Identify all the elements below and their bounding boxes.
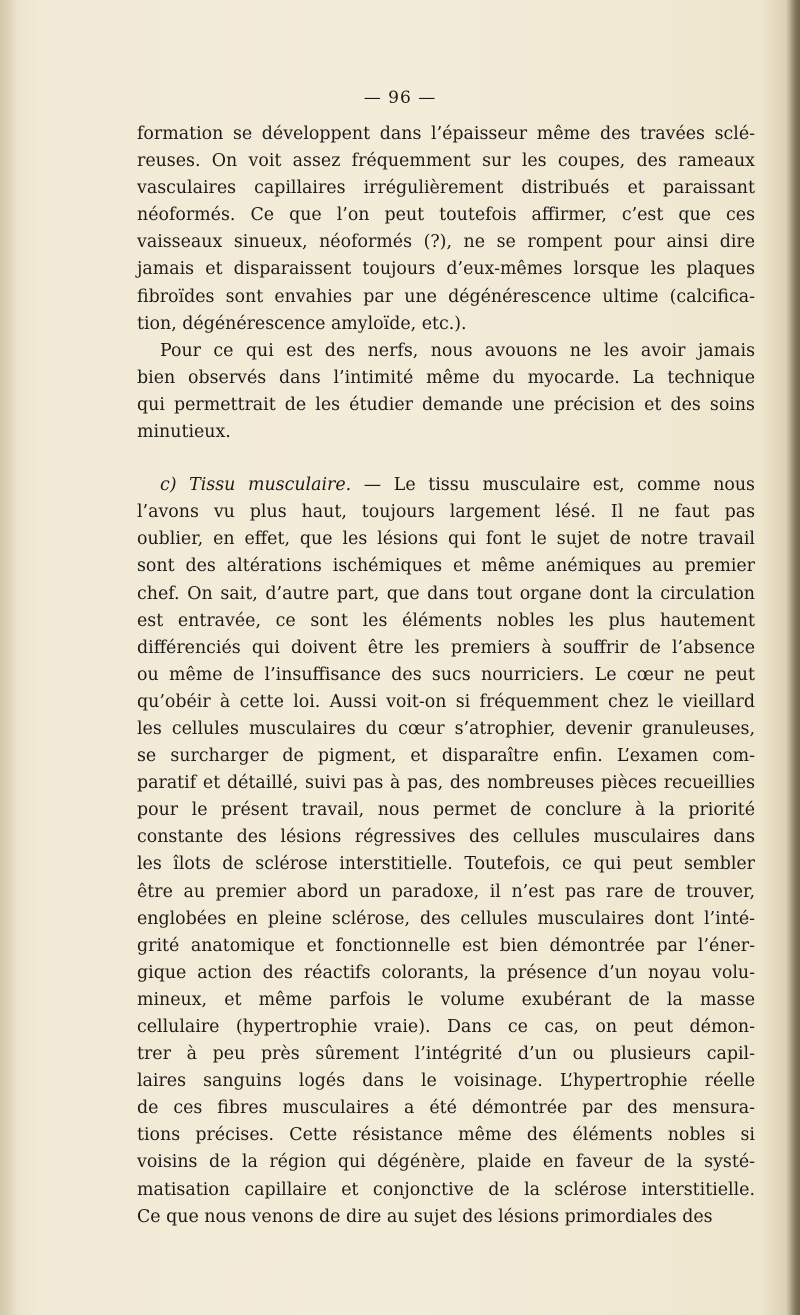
text-line: reuses. On voit assez fréquemment sur les coupes, des rameaux xyxy=(137,151,755,172)
text-line: pour le présent travail, nous permet de conclure à la priorité xyxy=(137,800,755,821)
page-number: — 96 — xyxy=(363,88,437,108)
section-label: c) Tissu musculaire. xyxy=(160,475,352,496)
text-line: mineux, et même parfois le volume exubérant de la masse xyxy=(137,989,755,1010)
text-line-rest: — Le tissu musculaire est, comme nous xyxy=(363,475,755,496)
text-line: sont des altérations ischémiques et même anémiques au premier xyxy=(137,556,755,577)
text-line: gique action des réactifs colorants, la présence d’un noyau volu- xyxy=(137,962,755,983)
text-line: vaisseaux sinueux, néoformés (?), ne se rompent pour ainsi dire xyxy=(137,232,755,253)
paragraph-vessels xyxy=(137,121,755,338)
text-line: englobées en pleine sclérose, des cellules musculaires dont l’inté- xyxy=(137,908,755,929)
text-line: oublier, en effet, que les lésions qui font le sujet de notre travail xyxy=(137,529,755,550)
text-line: l’avons vu plus haut, toujours largement lésé. Il ne faut pas xyxy=(137,502,755,523)
paragraph-nerves xyxy=(137,338,755,446)
text-line: ou même de l’insuffisance des sucs nourriciers. Le cœur ne peut xyxy=(137,664,755,685)
text-line: tions précises. Cette résistance même des éléments nobles si xyxy=(137,1125,755,1146)
text-line: formation se développent dans l’épaisseur même des travées sclé- xyxy=(137,124,755,144)
text-line: fibroïdes sont envahies par une dégénérescence ultime (calcifica- xyxy=(137,286,755,307)
text-line: paratif et détaillé, suivi pas à pas, des nombreuses pièces recueillies xyxy=(137,773,755,794)
text-line: vasculaires capillaires irrégulièrement distribués et paraissant xyxy=(137,178,755,199)
text-line: qu’obéir à cette loi. Aussi voit-on si fréquemment chez le vieillard xyxy=(137,691,755,712)
text-line: cellulaire (hypertrophie vraie). Dans ce cas, on peut démon- xyxy=(137,1017,755,1037)
text-line: de ces fibres musculaires a été démontrée par des mensura- xyxy=(137,1098,755,1119)
text-line: Ce que nous venons de dire au sujet des lésions primordiales des xyxy=(137,1206,713,1227)
text-line: les îlots de sclérose interstitielle. Toutefois, ce qui peut sembler xyxy=(137,854,755,875)
text-line: minutieux. xyxy=(137,422,231,443)
text-line xyxy=(137,472,755,499)
text-line: trer à peu près sûrement l’intégrité d’un ou plusieurs capil- xyxy=(137,1044,755,1065)
text-line: les cellules musculaires du cœur s’atrophier, devenir granuleuses, xyxy=(137,718,755,739)
text-line: matisation capillaire et conjonctive de la sclérose interstitielle. xyxy=(137,1179,755,1200)
text-line: est entravée, ce sont les éléments nobles les plus hautement xyxy=(137,610,755,631)
text-line: différenciés qui doivent être les premiers à souffrir de l’absence xyxy=(137,637,755,658)
text-line: voisins de la région qui dégénère, plaide en faveur de la systé- xyxy=(137,1152,755,1173)
text-line: constante des lésions régressives des cellules musculaires dans xyxy=(137,827,755,848)
body-text xyxy=(137,121,755,1231)
text-line: être au premier abord un paradoxe, il n’est pas rare de trouver, xyxy=(137,881,755,902)
text-line: laires sanguins logés dans le voisinage. L’hypertrophie réelle xyxy=(137,1071,755,1092)
text-line: chef. On sait, d’autre part, que dans tout organe dont la circulation xyxy=(137,583,755,604)
text-line: Pour ce qui est des nerfs, nous avouons ne les avoir jamais xyxy=(160,340,755,361)
text-line: grité anatomique et fonctionnelle est bien démontrée par l’éner- xyxy=(137,935,755,956)
text-line: bien observés dans l’intimité même du myocarde. La technique xyxy=(137,367,755,388)
text-line: se surcharger de pigment, et disparaître enfin. L’examen com- xyxy=(137,746,755,767)
page-edge-shadow xyxy=(786,0,800,1315)
paragraph-muscle-tissue xyxy=(137,472,755,1231)
page-gutter-shadow xyxy=(0,0,18,1315)
text-line: néoformés. Ce que l’on peut toutefois affirmer, c’est que ces xyxy=(137,205,755,226)
text-line: tion, dégénérescence amyloïde, etc.). xyxy=(137,313,467,334)
text-line: qui permettrait de les étudier demande une précision et des soins xyxy=(137,394,755,415)
text-line: jamais et disparaissent toujours d’eux-mêmes lorsque les plaques xyxy=(137,259,755,280)
paragraph-spacer xyxy=(137,446,755,472)
